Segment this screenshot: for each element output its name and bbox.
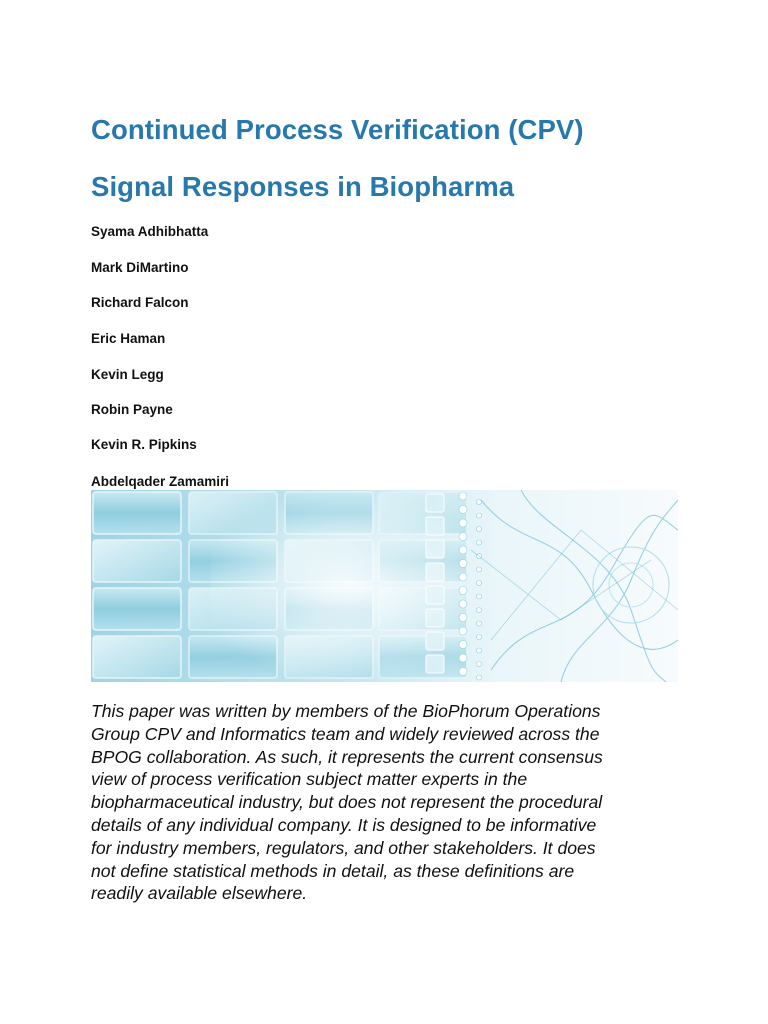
abstract-line: view of process verification subject matter experts in the [91,769,528,790]
author-name: Kevin Legg [91,367,164,382]
abstract-line: biopharmaceutical industry, but does not represent the procedural [91,792,603,813]
abstract-paragraph [91,700,691,905]
abstract-line: Group CPV and Informatics team and widely reviewed across the [91,723,600,744]
author-name: Richard Falcon [91,295,189,310]
document-title-line-1: Continued Process Verification (CPV) [91,114,584,145]
abstract-line: BPOG collaboration. As such, it represents the current consensus [91,746,603,767]
author-name: Abdelqader Zamamiri [91,474,230,489]
author-name: Syama Adhibhatta [91,224,209,239]
author-name: Kevin R. Pipkins [91,437,197,452]
science-grid-banner [91,490,678,682]
abstract-line: This paper was written by members of the BioPhorum Operations [91,701,601,721]
abstract-line: not define statistical methods in detail, as these definitions are [91,860,575,881]
abstract-line: readily available elsewhere. [91,883,308,904]
author-name: Robin Payne [91,402,173,417]
author-name: Eric Haman [91,331,166,346]
abstract-line: for industry members, regulators, and other stakeholders. It does [91,837,596,858]
abstract-line: details of any individual company. It is designed to be informative [91,814,597,835]
author-name: Mark DiMartino [91,260,189,275]
document-title-line-2: Signal Responses in Biopharma [91,171,515,202]
